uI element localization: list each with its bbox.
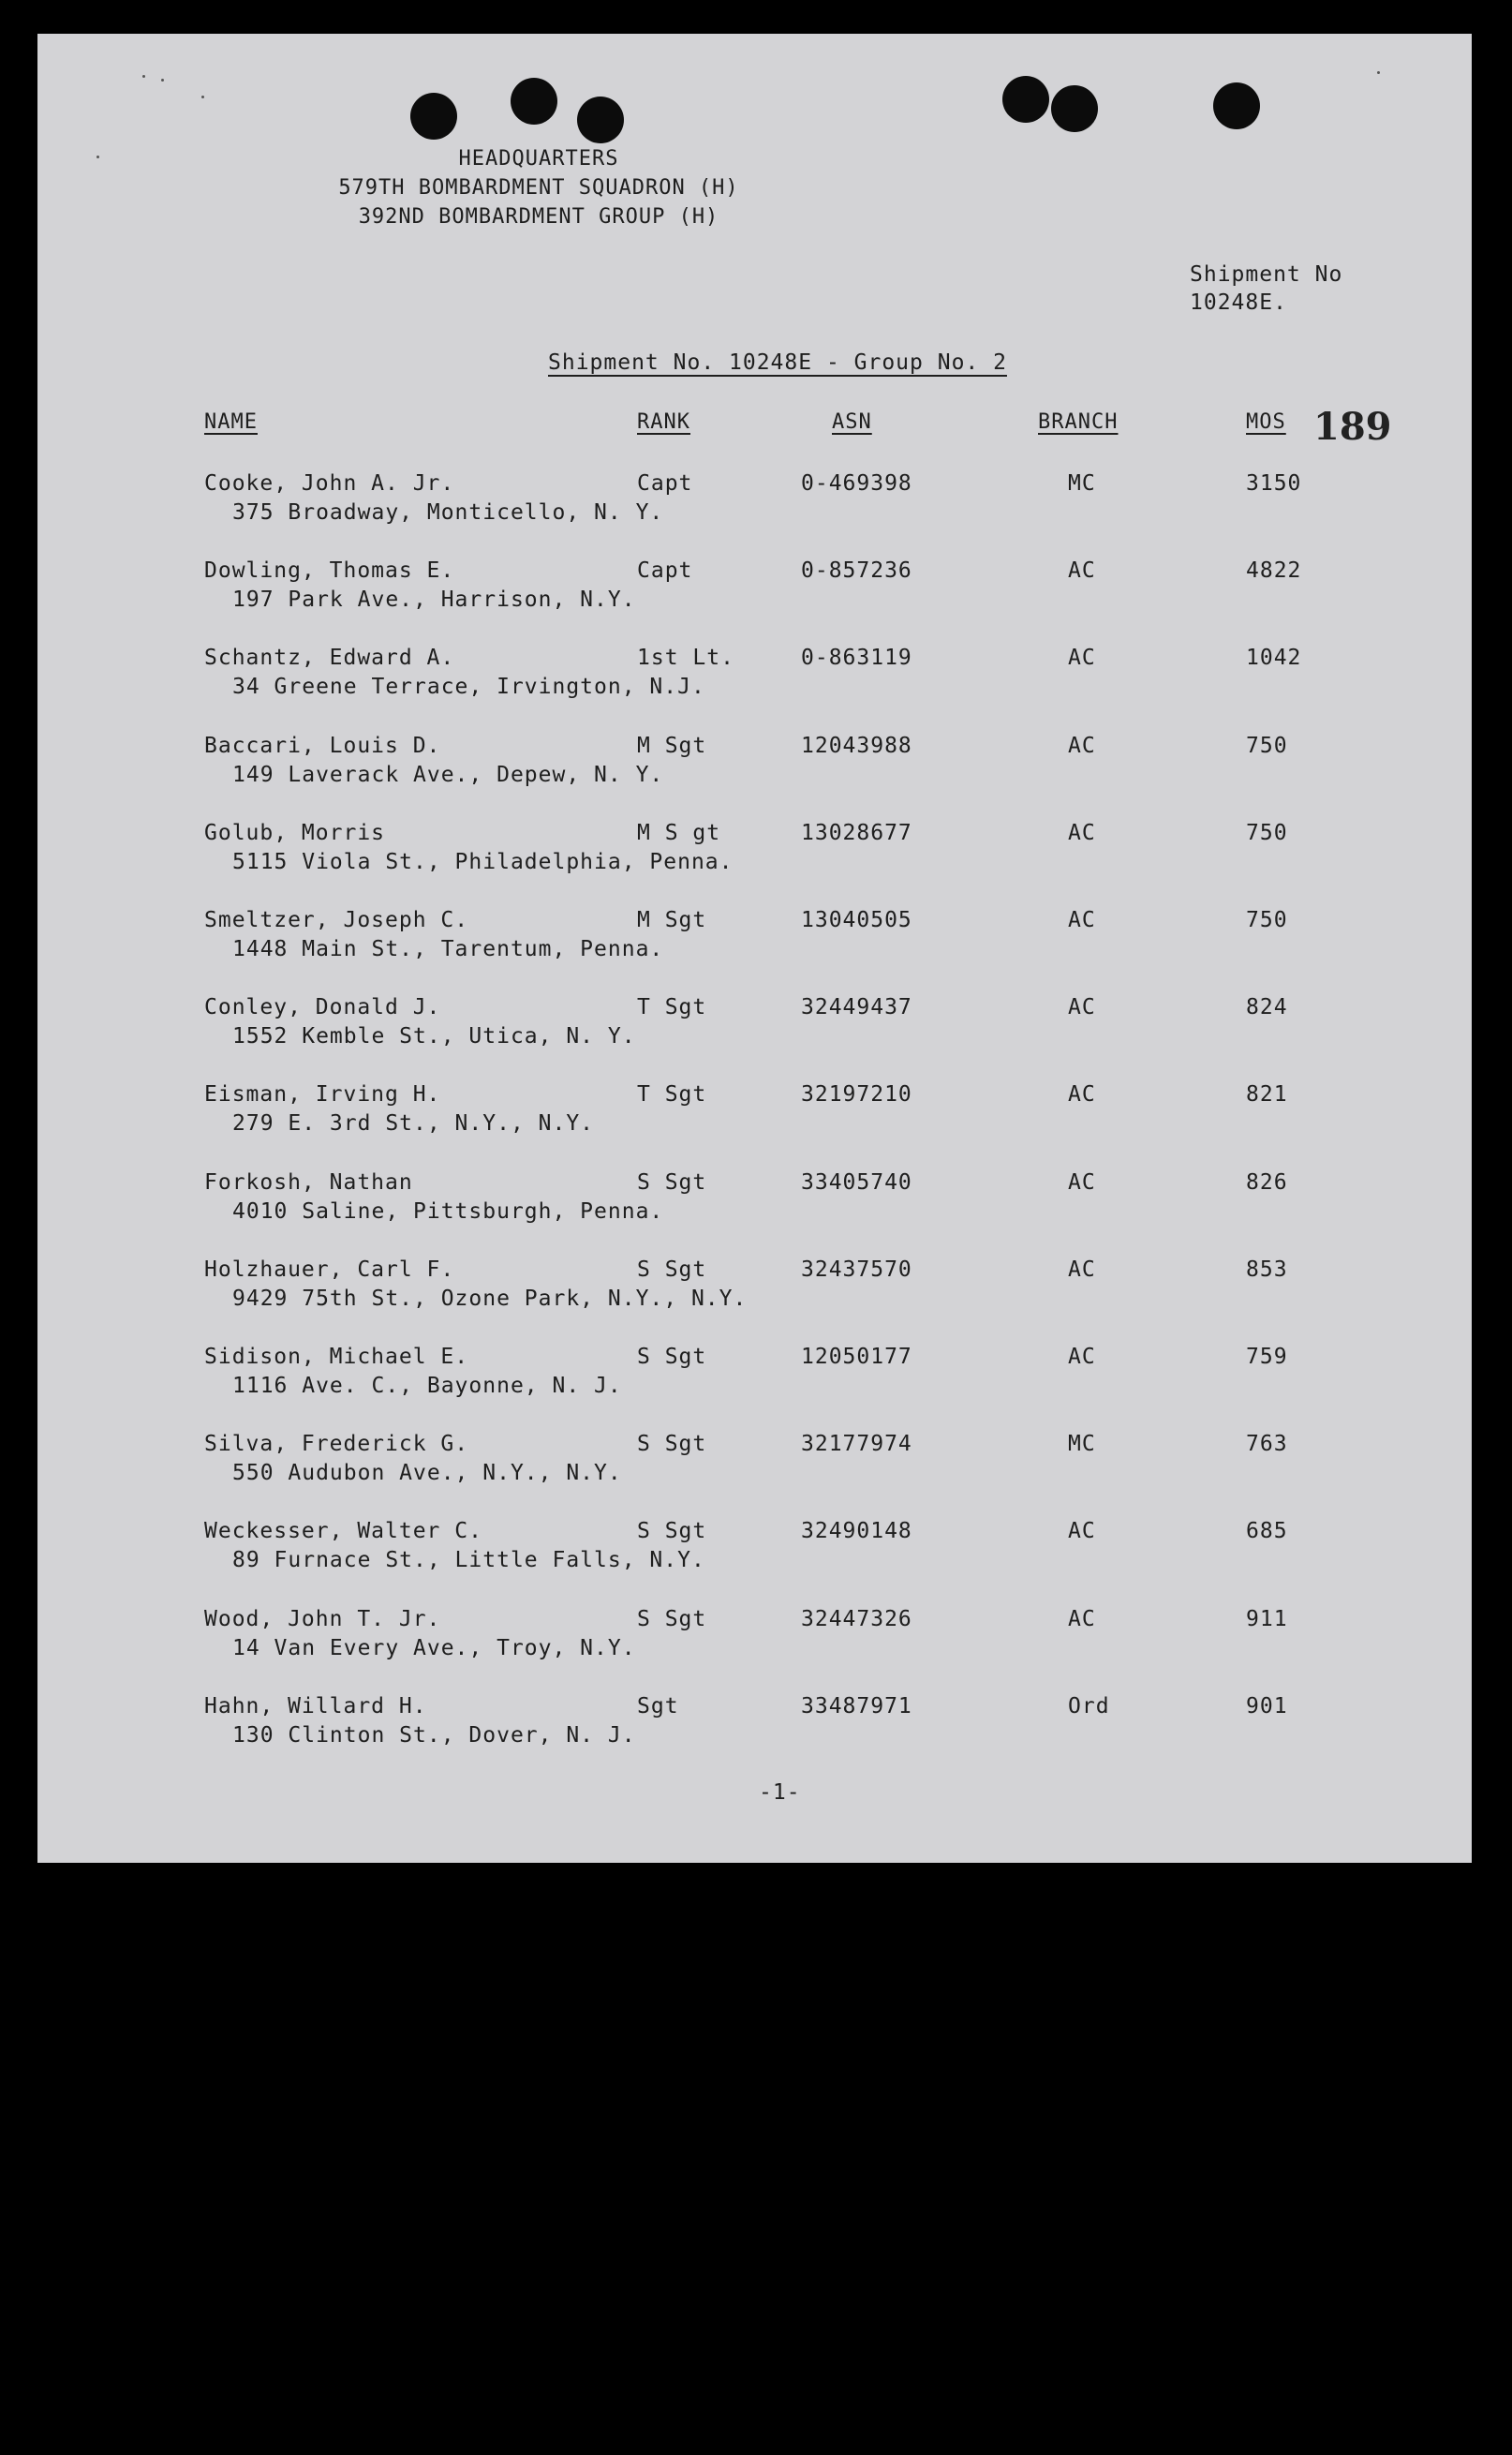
person-address: 1448 Main St., Tarentum, Penna. <box>232 937 664 961</box>
table-row <box>37 1607 1472 1693</box>
person-asn: 0-469398 <box>801 471 912 496</box>
person-name: Baccari, Louis D. <box>204 734 441 758</box>
table-row <box>37 734 1472 820</box>
table-row <box>37 1345 1472 1431</box>
person-asn: 13028677 <box>801 821 912 845</box>
column-header-mos: MOS <box>1246 410 1286 434</box>
person-rank: T Sgt <box>637 995 707 1019</box>
table-row <box>37 1257 1472 1344</box>
person-branch: AC <box>1068 1257 1096 1282</box>
table-row <box>37 1432 1472 1518</box>
person-branch: MC <box>1068 1432 1096 1456</box>
person-asn: 32197210 <box>801 1082 912 1107</box>
person-address: 4010 Saline, Pittsburgh, Penna. <box>232 1199 664 1224</box>
person-rank: M S gt <box>637 821 721 845</box>
speck <box>142 75 145 78</box>
page-stamp-number: 189 <box>1313 405 1392 449</box>
table-row <box>37 821 1472 907</box>
punch-hole <box>1213 82 1260 129</box>
person-address: 550 Audubon Ave., N.Y., N.Y. <box>232 1461 622 1485</box>
page-number: -1- <box>759 1780 801 1805</box>
shipment-note-line-1: Shipment No <box>1190 262 1343 287</box>
person-mos: 3150 <box>1246 471 1302 496</box>
person-asn: 0-863119 <box>801 646 912 670</box>
table-row <box>37 1519 1472 1605</box>
person-address: 1116 Ave. C., Bayonne, N. J. <box>232 1374 622 1398</box>
person-rank: S Sgt <box>637 1432 707 1456</box>
person-rank: S Sgt <box>637 1257 707 1282</box>
speck <box>201 96 204 98</box>
person-mos: 853 <box>1246 1257 1288 1282</box>
person-rank: Sgt <box>637 1694 679 1718</box>
person-asn: 33487971 <box>801 1694 912 1718</box>
table-row <box>37 908 1472 994</box>
person-rank: S Sgt <box>637 1607 707 1631</box>
person-name: Sidison, Michael E. <box>204 1345 469 1369</box>
shipment-note-line-2: 10248E. <box>1190 290 1287 315</box>
punch-hole <box>1051 85 1098 132</box>
person-branch: AC <box>1068 908 1096 932</box>
person-rank: T Sgt <box>637 1082 707 1107</box>
header-line-1: HEADQUARTERS <box>458 147 619 171</box>
person-asn: 32449437 <box>801 995 912 1019</box>
person-address: 279 E. 3rd St., N.Y., N.Y. <box>232 1111 595 1136</box>
person-branch: AC <box>1068 1345 1096 1369</box>
table-row <box>37 1170 1472 1257</box>
person-mos: 821 <box>1246 1082 1288 1107</box>
person-address: 5115 Viola St., Philadelphia, Penna. <box>232 850 734 874</box>
person-branch: AC <box>1068 1170 1096 1195</box>
punch-hole <box>1002 76 1049 123</box>
person-branch: AC <box>1068 646 1096 670</box>
person-rank: S Sgt <box>637 1170 707 1195</box>
person-mos: 1042 <box>1246 646 1302 670</box>
person-name: Cooke, John A. Jr. <box>204 471 455 496</box>
person-address: 14 Van Every Ave., Troy, N.Y. <box>232 1636 636 1660</box>
person-name: Weckesser, Walter C. <box>204 1519 482 1543</box>
shipment-note <box>1190 260 1342 317</box>
person-address: 149 Laverack Ave., Depew, N. Y. <box>232 763 664 787</box>
column-header-asn: ASN <box>832 410 872 434</box>
person-asn: 12043988 <box>801 734 912 758</box>
person-mos: 759 <box>1246 1345 1288 1369</box>
person-name: Golub, Morris <box>204 821 386 845</box>
person-name: Dowling, Thomas E. <box>204 558 455 583</box>
column-header-name: NAME <box>204 410 258 434</box>
person-name: Smeltzer, Joseph C. <box>204 908 469 932</box>
person-name: Wood, John T. Jr. <box>204 1607 441 1631</box>
speck <box>1377 71 1380 74</box>
person-rank: Capt <box>637 558 693 583</box>
document-title: Shipment No. 10248E - Group No. 2 <box>548 350 1007 375</box>
person-branch: AC <box>1068 1082 1096 1107</box>
person-branch: AC <box>1068 734 1096 758</box>
person-address: 375 Broadway, Monticello, N. Y. <box>232 500 664 525</box>
table-row <box>37 1694 1472 1780</box>
person-asn: 33405740 <box>801 1170 912 1195</box>
table-row <box>37 1082 1472 1168</box>
person-rank: S Sgt <box>637 1345 707 1369</box>
person-asn: 0-857236 <box>801 558 912 583</box>
table-row <box>37 471 1472 558</box>
person-name: Conley, Donald J. <box>204 995 441 1019</box>
person-asn: 32447326 <box>801 1607 912 1631</box>
person-mos: 911 <box>1246 1607 1288 1631</box>
person-asn: 32490148 <box>801 1519 912 1543</box>
person-asn: 13040505 <box>801 908 912 932</box>
person-address: 1552 Kemble St., Utica, N. Y. <box>232 1024 636 1049</box>
person-asn: 12050177 <box>801 1345 912 1369</box>
table-row <box>37 558 1472 645</box>
column-header-branch: BRANCH <box>1038 410 1119 434</box>
person-name: Silva, Frederick G. <box>204 1432 469 1456</box>
person-branch: AC <box>1068 995 1096 1019</box>
person-mos: 901 <box>1246 1694 1288 1718</box>
person-mos: 4822 <box>1246 558 1302 583</box>
person-rank: 1st Lt. <box>637 646 734 670</box>
person-rank: M Sgt <box>637 734 707 758</box>
person-asn: 32177974 <box>801 1432 912 1456</box>
person-branch: AC <box>1068 821 1096 845</box>
header-line-3: 392ND BOMBARDMENT GROUP (H) <box>358 205 719 229</box>
person-mos: 826 <box>1246 1170 1288 1195</box>
person-branch: AC <box>1068 558 1096 583</box>
person-branch: MC <box>1068 471 1096 496</box>
document-page <box>37 34 1472 1863</box>
person-branch: Ord <box>1068 1694 1110 1718</box>
person-address: 89 Furnace St., Little Falls, N.Y. <box>232 1548 705 1572</box>
person-name: Holzhauer, Carl F. <box>204 1257 455 1282</box>
table-row <box>37 995 1472 1081</box>
person-mos: 750 <box>1246 734 1288 758</box>
column-header-rank: RANK <box>637 410 690 434</box>
table-row <box>37 646 1472 732</box>
person-branch: AC <box>1068 1519 1096 1543</box>
punch-hole <box>511 78 557 125</box>
header <box>37 144 1040 231</box>
person-address: 34 Greene Terrace, Irvington, N.J. <box>232 675 705 699</box>
person-address: 197 Park Ave., Harrison, N.Y. <box>232 588 636 612</box>
person-mos: 763 <box>1246 1432 1288 1456</box>
person-address: 9429 75th St., Ozone Park, N.Y., N.Y. <box>232 1287 748 1311</box>
person-address: 130 Clinton St., Dover, N. J. <box>232 1723 636 1748</box>
person-mos: 750 <box>1246 821 1288 845</box>
person-mos: 750 <box>1246 908 1288 932</box>
person-name: Schantz, Edward A. <box>204 646 455 670</box>
person-mos: 685 <box>1246 1519 1288 1543</box>
person-rank: Capt <box>637 471 693 496</box>
punch-hole <box>577 97 624 143</box>
person-mos: 824 <box>1246 995 1288 1019</box>
person-branch: AC <box>1068 1607 1096 1631</box>
person-rank: S Sgt <box>637 1519 707 1543</box>
person-name: Forkosh, Nathan <box>204 1170 413 1195</box>
header-line-2: 579TH BOMBARDMENT SQUADRON (H) <box>338 176 739 200</box>
punch-hole <box>410 93 457 140</box>
person-name: Hahn, Willard H. <box>204 1694 427 1718</box>
person-rank: M Sgt <box>637 908 707 932</box>
speck <box>161 79 164 82</box>
person-asn: 32437570 <box>801 1257 912 1282</box>
person-name: Eisman, Irving H. <box>204 1082 441 1107</box>
